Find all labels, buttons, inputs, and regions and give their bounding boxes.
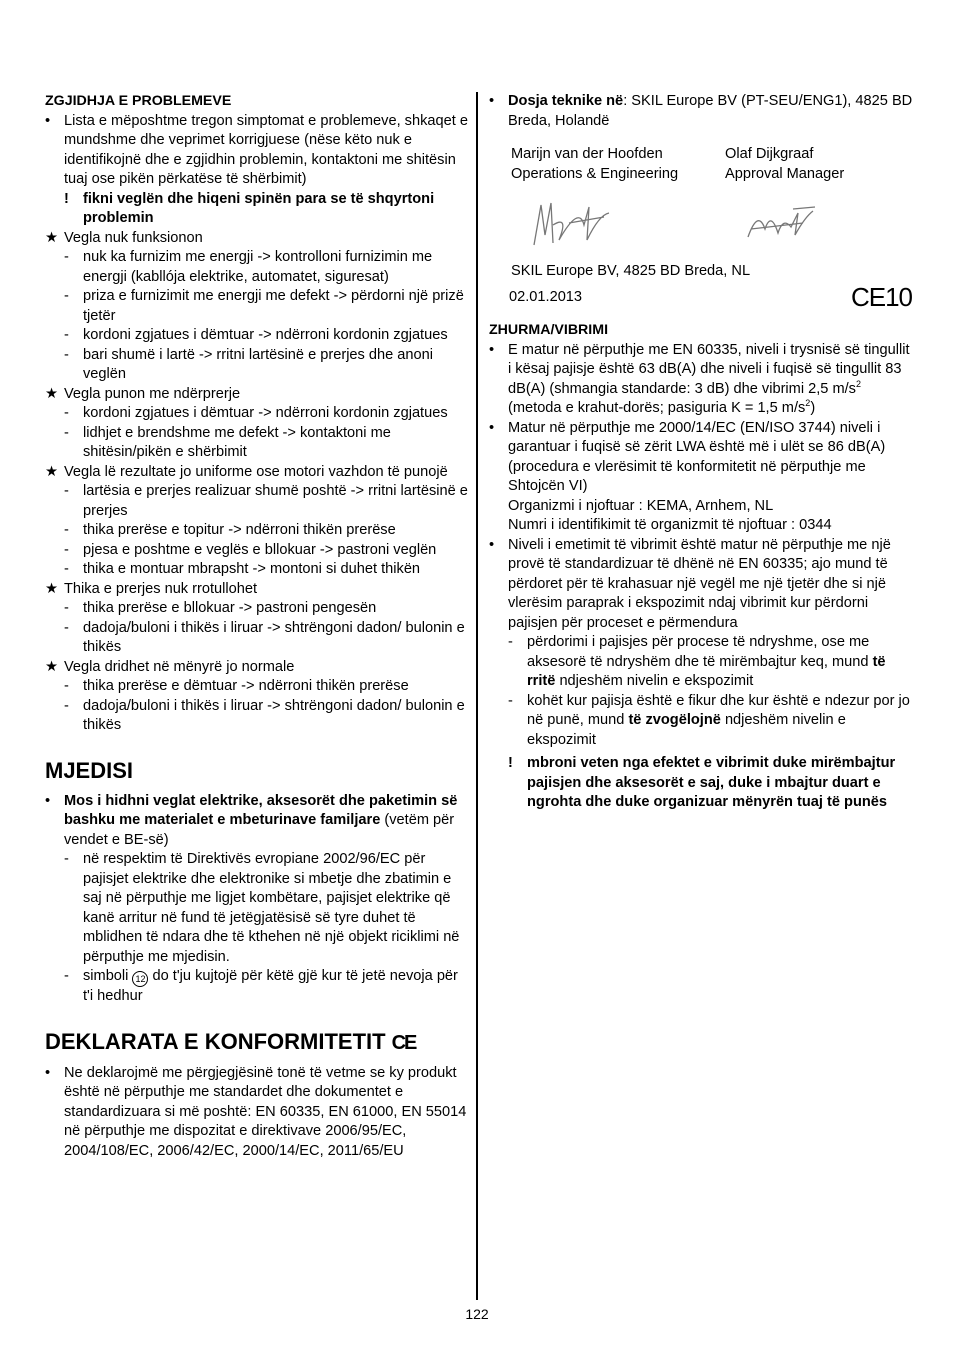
warning-icon: !	[64, 190, 69, 207]
signature-2-icon	[743, 199, 823, 249]
remedy-item: - thika prerëse e topitur -> ndërroni thikën prerëse	[45, 521, 470, 541]
star-icon: ★	[45, 229, 59, 246]
remedy-item: - kordoni zgjatues i dëmtuar -> ndërroni kordonin zgjatues	[45, 326, 470, 346]
bullet-icon: •	[45, 792, 51, 809]
symptom: ★ Vegla dridhet në mënyrë jo normale	[45, 658, 470, 678]
conformity-text: • Ne deklarojmë me përgjegjësinë tonë të vetme se ky produkt është në përputhje me standardet dhe dokumentet e standardizuara si më poshtë: EN 60335, EN 61000, EN 55014 në përputhje me dispozitat e direktivave 2006/95/EC, 2004/108/EC, 2006/42/EC, 2000/14/EC, 2011/65/EU	[45, 1064, 467, 1159]
bullet-icon: •	[489, 536, 495, 553]
signatory-title: Approval Manager	[725, 165, 845, 182]
signatory-1	[511, 145, 725, 184]
dash-icon: -	[64, 678, 69, 694]
dash-icon: -	[64, 405, 69, 421]
dash-icon: -	[508, 692, 513, 709]
dash-icon: -	[64, 249, 69, 265]
dash-icon: -	[64, 968, 69, 984]
noise-bullet: • Matur në përputhje me 2000/14/EC (EN/ISO 3744) niveli i garantuar i fuqisë së zërit LWA është më i ulët se 86 dB(A) (procedura e vlerësimit të konformitetit në përputhje me Shtojcën VI) Organizmi i njoftuar : KEMA, Arnhem, NL Numri i identifikimit të organizmit të njoftuar : 0344	[489, 419, 886, 533]
troubleshooting-intro: • Lista e mëposhtme tregon simptomat e problemeve, shkaqet e mundshme dhe veprimet korrigjuese (nëse këto nuk e identifikojnë dhe e zgjidhin problemin, kontaktoni me shitësin tuaj ose pikën përkatëse të shërbimit)	[45, 112, 468, 187]
signatory-2	[725, 145, 844, 184]
column-divider	[476, 92, 478, 1300]
dash-icon: -	[508, 634, 513, 650]
dash-icon: -	[64, 541, 69, 558]
recycle-symbol-icon: 12	[132, 971, 148, 987]
star-icon: ★	[45, 658, 59, 675]
symptom: ★ Vegla punon me ndërprerje	[45, 385, 470, 405]
dash-icon: -	[64, 851, 69, 867]
conformity-section	[45, 1029, 470, 1162]
noise-bullet: • E matur në përputhje me EN 60335, niveli i trysnisë së tingullit i kësaj pajisje është 63 dB(A) dhe niveli i fuqisë së tingullit 83 dB(A) (shmangia standarde: 3 dB) dhe vibrimi 2,5 $m/s^2$ (metoda e krahut-dorës; pasiguria K = 1,5 $m/s^2$)	[489, 341, 910, 416]
dash-icon: -	[64, 522, 69, 538]
signatory-name: Marijn van der Hoofden	[511, 146, 663, 162]
signature-1-icon	[529, 195, 619, 253]
declaration-date: 02.01.2013	[509, 288, 583, 305]
symptom: ★ Vegla lë rezultate jo uniforme ose motori vazhdon të punojë	[45, 463, 470, 483]
remedy-item: - thika prerëse e dëmtuar -> ndërroni thikën prerëse	[45, 677, 470, 697]
vibration-item: - përdorimi i pajisjes për procese të ndryshme, ose me aksesorë të ndryshëm dhe të mirëmbajtur keq, mund të rritë ndjeshëm nivelin e ekspozimit	[508, 634, 886, 689]
symptom: ★ Vegla nuk funksionon	[45, 229, 470, 249]
remedy-item: - kordoni zgjatues i dëmtuar -> ndërroni kordonin zgjatues	[45, 404, 470, 424]
remedy-item: - dadoja/buloni i thikës i liruar -> shtrëngoni dadon/ bulonin e thikës	[64, 619, 465, 655]
noise-bullet: • Niveli i emetimit të vibrimit është matur në përputhje me një provë të standardizuar të dhënë në EN 60335; ajo mund të përdoret për të krahasuar një vegël me një tjetër dhe si një vlerësim paraprak i ekspozimit ndaj vibrimit kur përdorni pajisjen për proceset e përmendura	[489, 536, 891, 631]
ce-mark-icon: CE	[391, 1031, 416, 1054]
environment-section	[45, 758, 470, 1007]
remedy-item: - pjesa e poshtme e veglës e bllokuar -> pastroni veglën	[45, 541, 470, 561]
troubleshooting-section	[45, 92, 470, 736]
noise-vibration-section	[489, 321, 914, 813]
bullet-icon: •	[489, 341, 495, 358]
symptom: ★ Thika e prerjes nuk rrotullohet	[45, 580, 470, 600]
star-icon: ★	[45, 385, 59, 402]
dash-icon: -	[64, 288, 69, 304]
remedy-item: - lartësia e prerjes realizuar shumë poshtë -> rritni lartësinë e prerjes	[64, 483, 468, 519]
technical-file: • Dosja teknike në: SKIL Europe BV (PT-SEU/ENG1), 4825 BD Breda, Holandë	[489, 93, 913, 129]
environment-item: - simboli 12 do t'ju kujtojë për këtë gjë kur të jetë nevoja për t'i hedhur	[64, 968, 458, 1004]
remedy-item: - thika prerëse e bllokuar -> pastroni pengesën	[45, 599, 470, 619]
noise-title: ZHURMA/VIBRIMI	[489, 322, 609, 338]
remedy-item: - thika e montuar mbrapsht -> montoni si duhet thikën	[45, 560, 470, 580]
dash-icon: -	[64, 346, 69, 363]
troubleshooting-title: ZGJIDHJA E PROBLEMEVE	[45, 93, 232, 109]
warning-icon: !	[508, 755, 513, 771]
dash-icon: -	[64, 697, 69, 714]
dash-icon: -	[64, 424, 69, 441]
signatory-name: Olaf Dijkgraaf	[725, 146, 814, 162]
bullet-icon: •	[489, 419, 495, 436]
signatories	[511, 145, 914, 184]
left-column	[45, 92, 470, 1161]
remedy-item: - lidhjet e brendshme me defekt -> kontaktoni me shitësin/pikën e shërbimit	[64, 424, 391, 460]
bullet-icon: •	[45, 1064, 51, 1081]
company-address: SKIL Europe BV, 4825 BD Breda, NL	[511, 263, 751, 279]
ce-mark-icon: CE10	[850, 281, 912, 312]
dash-icon: -	[64, 619, 69, 636]
dash-icon: -	[64, 600, 69, 616]
dash-icon: -	[64, 561, 69, 577]
environment-bullet: • Mos i hidhni veglat elektrike, aksesorët dhe paketimin së bashku me materialet e mbeturinave familjare (vetëm për vendet e BE-së)	[45, 792, 458, 848]
signatory-title: Operations & Engineering	[511, 165, 679, 182]
remedy-item: - bari shumë i lartë -> rritni lartësinë e prerjes dhe anoni veglën	[64, 346, 434, 382]
bullet-icon: •	[45, 112, 51, 129]
conformity-title: DEKLARATA E KONFORMITETIT CE	[45, 1028, 416, 1054]
date-row	[509, 281, 914, 312]
vibration-warning: ! mbroni veten nga efektet e vibrimit duke mirëmbajtur pajisjen dhe aksesorët e saj, duke i mbajtur duart e ngrohta dhe duke organizuar mënyrën tuaj të punës	[508, 755, 896, 810]
environment-title: MJEDISI	[45, 757, 134, 783]
vibration-item: - kohët kur pajisja është e fikur dhe kur është e ndezur por jo në punë, mund të zvogëlojnë ndjeshëm nivelin e ekspozimit	[508, 692, 910, 748]
environment-item: - në respektim të Direktivës evropiane 2002/96/EC për pajisjet elektrike dhe elektronike si mbetje dhe zbatimin e saj në përputhje me ligjet kombëtare, pajisjet elektrike që kanë arritur në fund të jetëgjatësisë së tyre duhet të mblidhen të ndara dhe të kthehen në një objekt riciklimi në përputhje me mjedisin.	[64, 851, 460, 965]
star-icon: ★	[45, 580, 59, 597]
signature-images	[529, 194, 914, 254]
dash-icon: -	[64, 483, 69, 499]
dash-icon: -	[64, 327, 69, 343]
remedy-item: - dadoja/buloni i thikës i liruar -> shtrëngoni dadon/ bulonin e thikës	[64, 697, 465, 733]
page-number: 122	[465, 1306, 489, 1322]
troubleshooting-warning: ! fikni veglën dhe hiqeni spinën para se të shqyrtoni problemin	[64, 190, 435, 226]
right-column	[489, 92, 914, 813]
remedy-item: - priza e furnizimit me energji me defekt -> përdorni një prizë tjetër	[64, 288, 464, 324]
bullet-icon: •	[489, 93, 495, 109]
star-icon: ★	[45, 463, 59, 480]
remedy-item: - nuk ka furnizim me energji -> kontrolloni furnizimin me energji (kabllója elektrike, automatet, siguresat)	[64, 249, 433, 285]
